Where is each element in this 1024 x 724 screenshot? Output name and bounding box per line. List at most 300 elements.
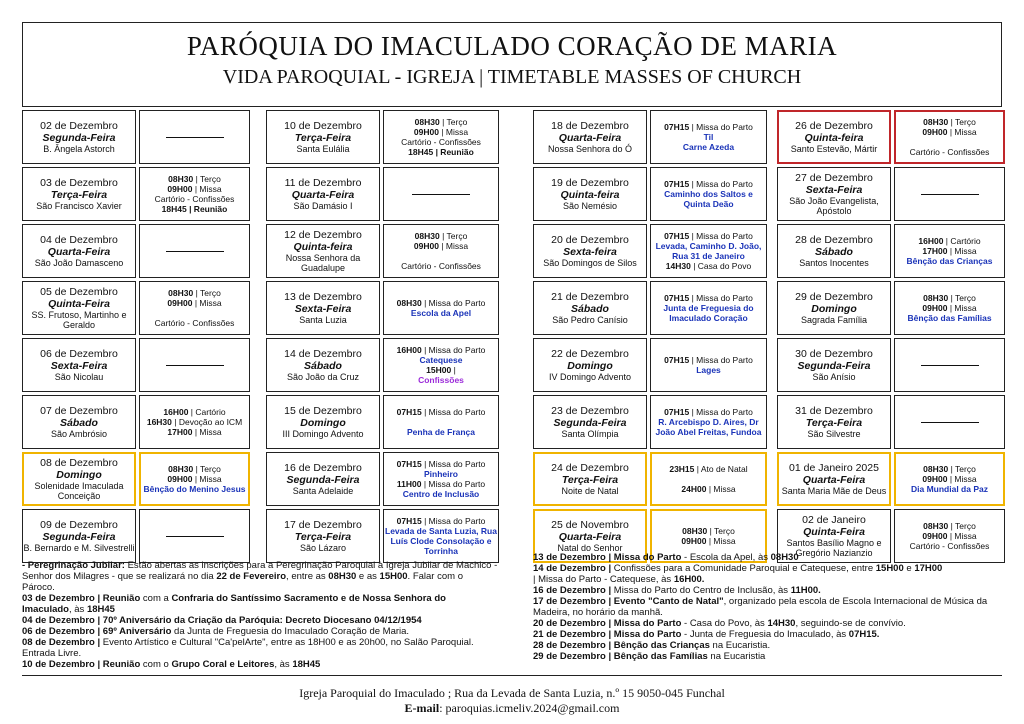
event-text: | Terço: [193, 288, 221, 298]
day-cell: [266, 167, 380, 221]
events-cell: [894, 452, 1005, 506]
no-events-dash: [166, 536, 224, 537]
day-cell: [22, 167, 136, 221]
events-cell: [383, 338, 499, 392]
event-text: | Terço: [707, 526, 735, 536]
day-cell: [266, 395, 380, 449]
day-weekday: Terça-Feira: [805, 417, 863, 429]
announcement-text: 11H00.: [790, 585, 821, 596]
event-text: Bênção das Crianças: [906, 256, 993, 266]
event-text: | Terço: [948, 293, 976, 303]
day-date: 03 de Dezembro: [40, 177, 118, 189]
events-cell: [139, 452, 250, 506]
event-line: [707, 474, 709, 484]
announcement: [533, 552, 1003, 563]
announcement-text: 16 de Dezembro |: [533, 585, 614, 596]
event-line: [922, 474, 976, 484]
day-row: [533, 395, 767, 449]
event-text: | Missa do Parto: [421, 345, 486, 355]
day-saint: São Francisco Xavier: [36, 201, 122, 211]
event-text: R. Arcebispo D. Aires, Dr João Abel Freitas, Fundoa: [655, 417, 762, 437]
event-text: Levada de Santa Luzia, Rua Luís Clode Consolação e Torrinha: [385, 526, 497, 556]
announcement-text: Confissões para a Comunidade Paroquial e Catequese, entre: [613, 563, 876, 574]
page-title: PARÓQUIA DO IMACULADO CORAÇÃO DE MARIA: [186, 31, 838, 61]
event-line: [682, 526, 735, 536]
day-row: [266, 509, 499, 563]
event-line: [922, 127, 976, 137]
event-line: [397, 345, 486, 355]
day-weekday: Domingo: [567, 360, 613, 372]
announcement: [22, 626, 498, 637]
day-saint: Santa Maria Mãe de Deus: [781, 486, 887, 496]
event-text: | Missa do Parto: [689, 179, 753, 189]
announcement-text: 28 de Dezembro | Bênção das Crianças: [533, 640, 710, 651]
event-time: 16H30: [146, 417, 172, 427]
event-text: | Missa: [438, 241, 469, 251]
announcement-text: 10 de Dezembro | Reunião: [22, 659, 141, 670]
event-text: | Missa do Parto: [421, 459, 486, 469]
day-row: [22, 509, 250, 563]
event-text: Bênção do Menino Jesus: [143, 484, 246, 494]
events-cell: [894, 110, 1005, 164]
event-line: [696, 365, 721, 375]
announcement-text: na Eucaristia.: [709, 640, 771, 651]
event-line: [424, 469, 458, 479]
event-time: 08H30: [923, 293, 949, 303]
event-line: [147, 417, 242, 427]
event-line: [414, 241, 468, 251]
day-date: 02 de Janeiro: [802, 514, 866, 526]
day-weekday: Segunda-Feira: [42, 132, 116, 144]
event-line: [922, 246, 976, 256]
day-cell: [22, 338, 136, 392]
day-saint: IV Domingo Advento: [548, 372, 632, 382]
day-weekday: Sábado: [815, 246, 853, 258]
announcement-text: Missa do Parto do Centro de Inclusão, às: [613, 585, 791, 596]
announcements-right: [533, 552, 1003, 662]
event-line: [167, 184, 221, 194]
day-date: 21 de Dezembro: [551, 291, 629, 303]
day-cell: [22, 509, 136, 563]
day-row: [22, 338, 250, 392]
day-cell: [266, 509, 380, 563]
day-date: 28 de Dezembro: [795, 234, 873, 246]
day-weekday: Sábado: [60, 417, 98, 429]
day-weekday: Quinta-Feira: [803, 526, 865, 538]
event-time: 07H15: [664, 355, 690, 365]
event-line: [704, 132, 714, 142]
day-cell: [266, 110, 380, 164]
day-weekday: Quarta-Feira: [47, 246, 111, 258]
day-date: 11 de Dezembro: [284, 177, 362, 189]
day-date: 24 de Dezembro: [551, 462, 629, 474]
event-text: | Missa: [192, 474, 222, 484]
announcement-text: 20 de Dezembro | Missa do Parto: [533, 618, 682, 629]
email-address: : paroquias.icmeliv.2024@gmail.com: [439, 701, 620, 715]
event-line: [168, 464, 221, 474]
day-date: 30 de Dezembro: [795, 348, 873, 360]
event-line: [397, 407, 486, 417]
event-time: 08H30: [168, 288, 194, 298]
day-cell: [777, 110, 891, 164]
day-row: [777, 167, 1005, 221]
day-saint: São Pedro Canísio: [552, 315, 628, 325]
no-events-dash: [166, 365, 224, 366]
event-time: 15H00: [426, 365, 452, 375]
announcement-text: 18H45: [86, 604, 115, 615]
event-line: [415, 117, 468, 127]
event-line: [664, 122, 753, 132]
event-line: [440, 251, 442, 261]
event-text: | Missa: [706, 484, 736, 494]
day-row: [22, 395, 250, 449]
event-text: | Missa: [947, 531, 977, 541]
event-time: 09H00: [167, 474, 193, 484]
schedule-column-2: [266, 110, 499, 566]
event-line: [167, 298, 221, 308]
event-text: | Terço: [948, 521, 976, 531]
day-date: 16 de Dezembro: [284, 462, 362, 474]
event-time: 09H00: [922, 531, 948, 541]
event-time: 24H00: [681, 484, 707, 494]
event-text: Lages: [696, 365, 721, 375]
day-date: 20 de Dezembro: [551, 234, 629, 246]
event-text: Penha de França: [406, 427, 476, 437]
event-time: 08H30: [682, 526, 708, 536]
day-saint: São João da Cruz: [286, 372, 360, 382]
events-cell: [383, 224, 499, 278]
announcement-text: 14H30: [767, 618, 796, 629]
day-row: [22, 452, 250, 506]
day-weekday: Sexta-feira: [563, 246, 617, 258]
no-events-dash: [412, 194, 470, 195]
announcement-text: | Missa do Parto - Catequese, às: [533, 574, 674, 585]
event-time: 09H00: [922, 474, 948, 484]
event-text: | Terço: [439, 117, 468, 127]
event-text: | Missa do Parto: [689, 293, 753, 303]
event-time: 08H30: [168, 464, 194, 474]
events-cell: [650, 224, 767, 278]
event-time: 08H30: [414, 231, 440, 241]
event-text: Dia Mundial da Paz: [911, 484, 988, 494]
no-events-dash: [166, 137, 224, 138]
event-line: [167, 427, 221, 437]
event-text: | Missa: [947, 246, 977, 256]
announcement-text: Confraria do Santíssimo Sacramento e de Nossa Senhora do Imaculado: [22, 593, 446, 615]
day-date: 19 de Dezembro: [551, 177, 629, 189]
no-events-dash: [166, 251, 224, 252]
event-line: [397, 459, 486, 469]
day-cell: [533, 338, 647, 392]
day-row: [266, 224, 499, 278]
day-row: [266, 167, 499, 221]
no-events-dash: [921, 194, 979, 195]
event-line: [664, 231, 753, 241]
schedule-column-3: [533, 110, 767, 566]
announcement-text: - Escola da Apel, às: [681, 552, 771, 563]
day-cell: [777, 167, 891, 221]
events-cell: [383, 167, 499, 221]
day-saint: Sagrada Família: [800, 315, 868, 325]
day-date: 17 de Dezembro: [284, 519, 362, 531]
event-text: | Missa: [947, 474, 977, 484]
announcement-text: 17 de Dezembro | Evento "Canto de Natal": [533, 596, 724, 607]
event-line: [681, 536, 735, 546]
announcement: [22, 593, 498, 615]
event-text: Catequese: [419, 355, 463, 365]
day-row: [533, 110, 767, 164]
events-cell: [139, 395, 250, 449]
day-date: 06 de Dezembro: [40, 348, 118, 360]
page-subtitle: VIDA PAROQUIAL - IGREJA | TIMETABLE MASSES OF CHURCH: [222, 66, 802, 88]
events-cell: [139, 110, 250, 164]
event-line: [143, 484, 245, 494]
event-line: [418, 375, 464, 385]
event-line: [907, 256, 993, 266]
event-text: Cartório - Confissões: [154, 194, 235, 204]
announcement-text: da Junta de Freguesia do Imaculado Coração de Maria.: [171, 626, 410, 637]
event-time: 09H00: [167, 184, 193, 194]
announcement-text: - Peregrinação Jubilar:: [22, 560, 125, 571]
event-line: [411, 308, 471, 318]
day-weekday: Domingo: [811, 303, 857, 315]
announcement-text: , entre as: [286, 571, 329, 582]
event-text: | Missa do Parto: [689, 231, 753, 241]
day-weekday: Quarta-Feira: [802, 474, 866, 486]
event-line: [168, 174, 221, 184]
events-cell: [139, 224, 250, 278]
day-date: 01 de Janeiro 2025: [789, 462, 879, 474]
events-cell: [650, 167, 767, 221]
day-date: 15 de Dezembro: [284, 405, 362, 417]
event-line: [397, 479, 485, 489]
day-date: 22 de Dezembro: [551, 348, 629, 360]
day-weekday: Domingo: [56, 469, 102, 481]
event-text: |: [451, 365, 456, 375]
announcement-text: 08 de Dezembro |: [22, 637, 103, 648]
event-line: [922, 303, 976, 313]
event-time: 08H30: [923, 117, 949, 127]
event-text: Pinheiro: [423, 469, 458, 479]
announcement: [22, 659, 498, 670]
event-line: [397, 516, 486, 526]
event-time: 09H00: [413, 241, 439, 251]
announcement-text: 13 de Dezembro | Missa do Parto: [533, 552, 682, 563]
event-line: [401, 137, 481, 147]
event-text: Caminho dos Saltos e Quinta Deão: [664, 189, 753, 209]
schedule-column-4: [777, 110, 1005, 566]
event-time: 23H15: [669, 464, 695, 474]
event-line: [907, 313, 991, 323]
event-text: Carne Azeda: [682, 142, 735, 152]
events-cell: [650, 452, 767, 506]
event-time: 16H00: [163, 407, 189, 417]
day-row: [266, 110, 499, 164]
day-date: 09 de Dezembro: [40, 519, 118, 531]
event-time: 08H30: [414, 117, 440, 127]
day-date: 29 de Dezembro: [795, 291, 873, 303]
day-saint: Santa Eulália: [296, 144, 350, 154]
day-weekday: Segunda-Feira: [42, 531, 116, 543]
event-line: [948, 137, 950, 147]
event-line: [651, 241, 766, 261]
day-saint: III Domingo Advento: [282, 429, 364, 439]
event-line: [155, 194, 235, 204]
day-row: [22, 224, 250, 278]
event-line: [918, 236, 980, 246]
day-weekday: Quarta-Feira: [558, 531, 622, 543]
event-line: [163, 407, 225, 417]
day-cell: [777, 395, 891, 449]
day-row: [777, 110, 1005, 164]
no-events-dash: [921, 422, 979, 423]
announcement: [533, 640, 1003, 651]
event-line: [666, 261, 751, 271]
day-date: 08 de Dezembro: [40, 457, 118, 469]
announcement: [533, 596, 1003, 618]
events-cell: [650, 338, 767, 392]
event-text: Cartório - Confissões: [909, 541, 990, 551]
day-saint: São Damásio I: [293, 201, 353, 211]
event-time: 07H15: [664, 179, 690, 189]
day-weekday: Sexta-Feira: [50, 360, 108, 372]
day-cell: [22, 224, 136, 278]
announcement-text: 08H30: [328, 571, 357, 582]
event-line: [923, 521, 976, 531]
event-time: 09H00: [922, 303, 948, 313]
announcement-text: Estão abertas as inscrições para a Peregrinação Paroquial à Igreja Jubilar de Machico - Senhor dos Milagres - que se realizará no dia: [22, 560, 498, 582]
event-text: | Terço: [948, 464, 976, 474]
event-line: [651, 189, 766, 209]
day-date: 04 de Dezembro: [40, 234, 118, 246]
event-time: 09H00: [922, 127, 948, 137]
event-text: | Terço: [193, 464, 221, 474]
announcement-text: 06 de Dezembro | 69º Aniversário: [22, 626, 172, 637]
day-weekday: Terça-Feira: [561, 474, 619, 486]
event-line: [168, 288, 221, 298]
day-cell: [266, 452, 380, 506]
events-cell: [383, 395, 499, 449]
event-line: [155, 318, 235, 328]
events-cell: [650, 395, 767, 449]
announcement: [22, 637, 498, 659]
announcement-text: 03 de Dezembro | Reunião: [22, 593, 141, 604]
day-saint: Santos Basílio Magno e Gregório Nazianzio: [786, 538, 882, 558]
events-cell: [650, 110, 767, 164]
day-saint: Natal do Senhor: [557, 543, 623, 553]
event-line: [664, 407, 753, 417]
day-saint: Santa Adelaide: [292, 486, 354, 496]
event-line: [910, 541, 990, 551]
event-text: | Missa: [438, 127, 469, 137]
announcement-text: . Falar com o Pároco.: [22, 571, 463, 593]
day-cell: [777, 338, 891, 392]
event-text: | Missa: [192, 427, 222, 437]
day-date: 12 de Dezembro: [284, 229, 362, 241]
event-line: [162, 204, 228, 214]
event-text: | Missa do Parto: [689, 122, 753, 132]
day-weekday: Domingo: [300, 417, 346, 429]
footer-email: [0, 701, 1024, 716]
event-text: | Cartório: [943, 236, 981, 246]
day-cell: [22, 281, 136, 335]
day-weekday: Segunda-Feira: [553, 417, 627, 429]
day-weekday: Quarta-Feira: [291, 189, 355, 201]
event-time: 09H00: [413, 127, 439, 137]
event-line: [426, 365, 456, 375]
announcement: [533, 618, 1003, 629]
event-line: [415, 231, 468, 241]
day-weekday: Quinta-feira: [560, 189, 620, 201]
event-time: 07H15: [664, 231, 690, 241]
event-text: | Casa do Povo: [690, 261, 752, 271]
day-weekday: Quinta-feira: [293, 241, 353, 253]
event-time: 09H00: [167, 298, 193, 308]
day-cell: [777, 452, 891, 506]
day-cell: [533, 281, 647, 335]
event-line: [401, 261, 481, 271]
event-line: [407, 427, 475, 437]
announcement-text: , às: [69, 604, 87, 615]
event-text: Til: [703, 132, 714, 142]
announcement-text: e as: [356, 571, 380, 582]
day-cell: [22, 452, 136, 506]
day-row: [22, 281, 250, 335]
announcement: [533, 585, 1003, 596]
day-saint: São Nemésio: [562, 201, 618, 211]
page-header: [22, 22, 1002, 107]
day-date: 23 de Dezembro: [551, 405, 629, 417]
events-cell: [894, 224, 1005, 278]
day-date: 14 de Dezembro: [284, 348, 362, 360]
day-saint: SS. Frutoso, Martinho e Geraldo: [31, 310, 127, 330]
event-time: 07H15: [664, 122, 690, 132]
event-time: 07H15: [664, 407, 690, 417]
day-weekday: Quinta-Feira: [48, 298, 110, 310]
day-weekday: Segunda-Feira: [797, 360, 871, 372]
announcement-text: e: [903, 563, 915, 574]
announcement-text: 29 de Dezembro | Bênção das Famílias: [533, 651, 708, 662]
announcement-text: - Casa do Povo, às: [681, 618, 768, 629]
day-cell: [533, 110, 647, 164]
event-time: 08H30: [396, 298, 422, 308]
event-line: [167, 474, 221, 484]
day-saint: São Domingos de Silos: [543, 258, 637, 268]
events-cell: [894, 338, 1005, 392]
event-time: 16H00: [918, 236, 944, 246]
announcement-text: 04 de Dezembro | 70º Aniversário da Criação da Paróquia: Decreto Diocesano 04/12/1954: [22, 615, 422, 626]
event-line: [651, 417, 766, 437]
announcement-text: 16H00.: [673, 574, 705, 585]
footer-divider: [22, 675, 1002, 676]
day-cell: [533, 167, 647, 221]
event-text: Cartório - Confissões: [154, 318, 235, 328]
events-cell: [894, 167, 1005, 221]
announcement-text: 14 de Dezembro |: [533, 563, 614, 574]
day-row: [777, 395, 1005, 449]
events-cell: [894, 281, 1005, 335]
email-label: E-mail: [404, 701, 440, 715]
day-cell: [533, 452, 647, 506]
announcement: [22, 615, 498, 626]
event-text: | Missa: [192, 298, 222, 308]
day-row: [533, 224, 767, 278]
day-saint: São Silvestre: [807, 429, 861, 439]
day-saint: São João Evangelista, Apóstolo: [789, 196, 879, 216]
day-weekday: Sexta-Feira: [294, 303, 352, 315]
announcement-text: na Eucaristia: [707, 651, 766, 662]
event-line: [664, 293, 753, 303]
